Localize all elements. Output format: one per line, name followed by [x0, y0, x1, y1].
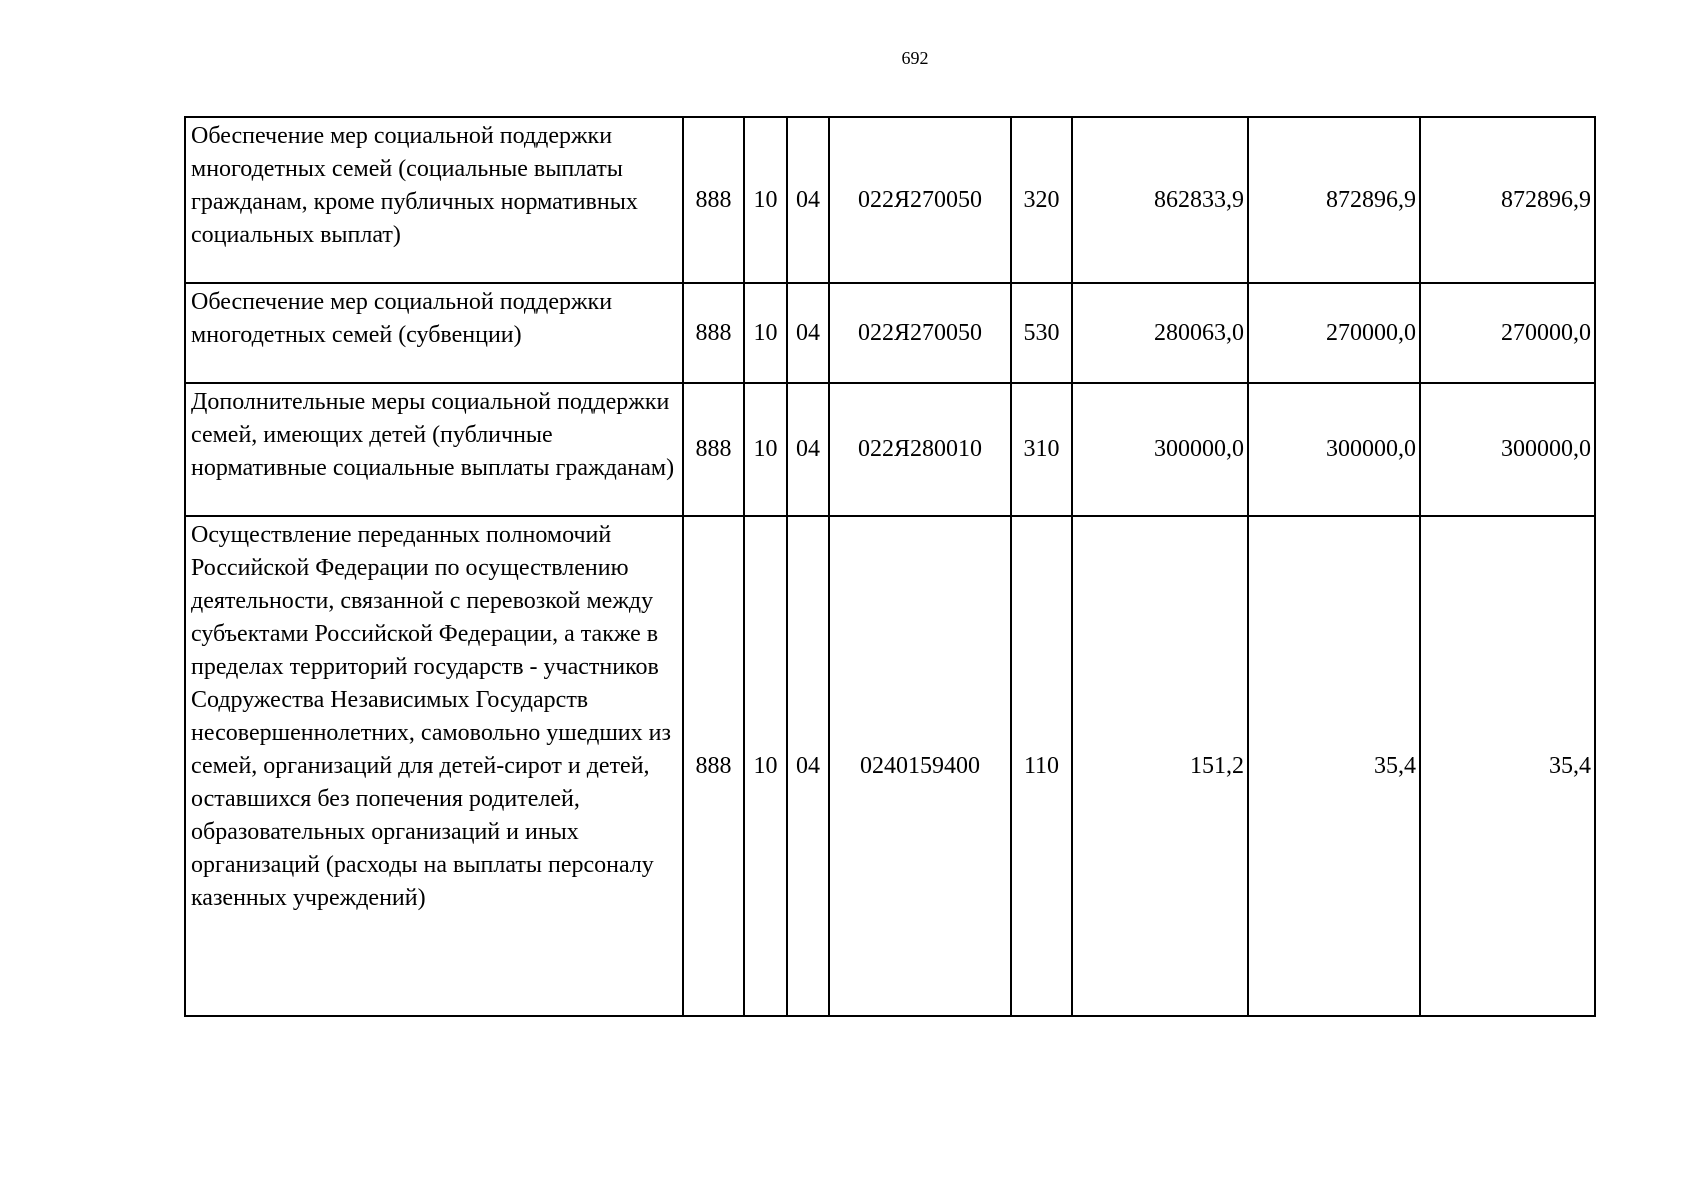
grbs-code: 888: [683, 516, 744, 1016]
page-number: 692: [901, 48, 929, 68]
budget-table: [184, 116, 1596, 1017]
amount-year-3: 35,4: [1420, 516, 1595, 1016]
target-article-code: 022Я270050: [829, 283, 1011, 383]
grbs-code: 888: [683, 383, 744, 516]
section-code: 10: [744, 383, 787, 516]
table-row: [185, 283, 1595, 383]
table-row: [185, 383, 1595, 516]
expense-name: Обеспечение мер социальной поддержки многодетных семей (социальные выплаты гражданам, кроме публичных нормативных социальных выплат): [185, 117, 683, 283]
table-row: [185, 117, 1595, 283]
amount-year-2: 872896,9: [1248, 117, 1420, 283]
subsection-code: 04: [787, 383, 829, 516]
subsection-code: 04: [787, 117, 829, 283]
expense-type-code: 320: [1011, 117, 1072, 283]
amount-year-3: 300000,0: [1420, 383, 1595, 516]
table-row: [185, 516, 1595, 1016]
amount-year-1: 280063,0: [1072, 283, 1248, 383]
grbs-code: 888: [683, 283, 744, 383]
expense-type-code: 110: [1011, 516, 1072, 1016]
expense-name: Осуществление переданных полномочий Российской Федерации по осуществлению деятельности, связанной с перевозкой между субъектами Российской Федерации, а также в пределах территорий государств - участников Содружества Независимых Государств несовершеннолетних, самовольно ушедших из семей, организаций для детей-сирот и детей, оставшихся без попечения родителей, образовательных организаций и иных организаций (расходы на выплаты персоналу казенных учреждений): [185, 516, 683, 1016]
target-article-code: 022Я270050: [829, 117, 1011, 283]
target-article-code: 0240159400: [829, 516, 1011, 1016]
section-code: 10: [744, 283, 787, 383]
target-article-code: 022Я280010: [829, 383, 1011, 516]
expense-name: Дополнительные меры социальной поддержки семей, имеющих детей (публичные нормативные социальные выплаты гражданам): [185, 383, 683, 516]
grbs-code: 888: [683, 117, 744, 283]
expense-type-code: 530: [1011, 283, 1072, 383]
section-code: 10: [744, 516, 787, 1016]
expense-name: Обеспечение мер социальной поддержки многодетных семей (субвенции): [185, 283, 683, 383]
subsection-code: 04: [787, 283, 829, 383]
amount-year-1: 862833,9: [1072, 117, 1248, 283]
amount-year-2: 300000,0: [1248, 383, 1420, 516]
amount-year-3: 270000,0: [1420, 283, 1595, 383]
amount-year-2: 270000,0: [1248, 283, 1420, 383]
expense-type-code: 310: [1011, 383, 1072, 516]
amount-year-3: 872896,9: [1420, 117, 1595, 283]
amount-year-1: 151,2: [1072, 516, 1248, 1016]
amount-year-1: 300000,0: [1072, 383, 1248, 516]
subsection-code: 04: [787, 516, 829, 1016]
section-code: 10: [744, 117, 787, 283]
amount-year-2: 35,4: [1248, 516, 1420, 1016]
